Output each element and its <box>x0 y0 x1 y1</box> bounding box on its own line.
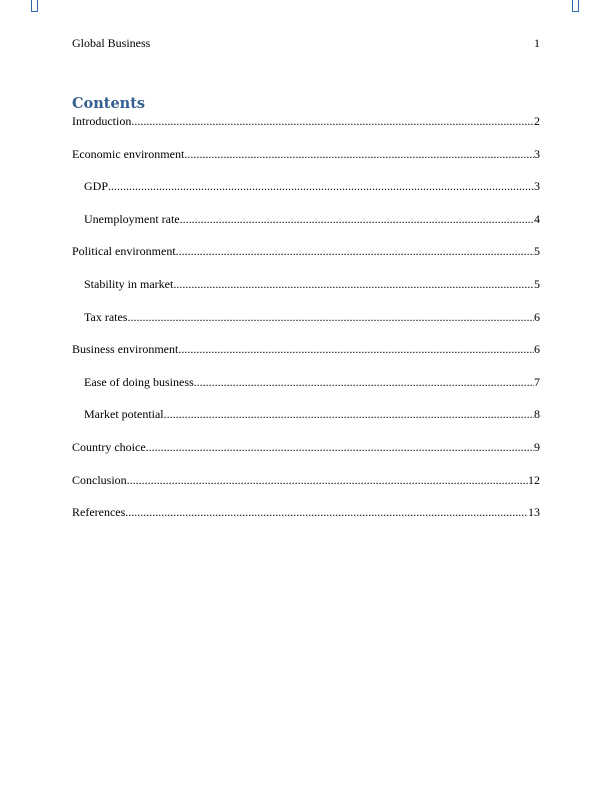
toc-entry-political-environment[interactable] <box>72 243 540 276</box>
toc-dot-leader <box>194 374 534 390</box>
toc-dot-leader <box>184 146 534 162</box>
toc-entry-page: 3 <box>534 179 540 194</box>
toc-entry-page: 2 <box>534 114 540 128</box>
toc-dot-leader <box>146 439 534 455</box>
toc-entry-unemployment-rate[interactable] <box>72 211 540 244</box>
toc-entry-page: 6 <box>534 309 540 324</box>
toc-entry-label: Business environment <box>72 342 179 357</box>
header-page-number: 1 <box>534 36 540 50</box>
table-of-contents <box>72 113 540 537</box>
toc-dot-leader <box>131 113 534 129</box>
toc-entry-label: Introduction <box>72 114 132 128</box>
toc-dot-leader <box>176 243 534 259</box>
text-boundary-marker-right <box>572 0 579 12</box>
toc-entry-label: Conclusion <box>72 472 127 487</box>
toc-entry-stability-in-market[interactable] <box>72 276 540 309</box>
toc-dot-leader <box>164 406 534 422</box>
toc-entry-label: Tax rates <box>84 309 128 324</box>
toc-dot-leader <box>173 276 534 292</box>
toc-entry-page: 4 <box>534 211 540 226</box>
toc-entry-label: Market potential <box>84 407 164 422</box>
toc-entry-page: 5 <box>534 244 540 259</box>
toc-entry-label: GDP <box>84 179 109 194</box>
toc-entry-page: 8 <box>534 407 540 422</box>
toc-dot-leader <box>127 309 534 325</box>
toc-entry-label: Economic environment <box>72 146 185 161</box>
toc-entry-page: 7 <box>534 374 540 389</box>
toc-entry-market-potential[interactable] <box>72 406 540 439</box>
toc-dot-leader <box>178 341 534 357</box>
toc-entry-label: References <box>72 505 126 520</box>
toc-entry-tax-rates[interactable] <box>72 309 540 342</box>
text-boundary-marker-left <box>31 0 38 12</box>
toc-dot-leader <box>108 178 534 194</box>
toc-entry-ease-of-doing-business[interactable] <box>72 374 540 407</box>
toc-entry-references[interactable] <box>72 504 540 537</box>
toc-entry-conclusion[interactable] <box>72 472 540 505</box>
toc-entry-introduction[interactable] <box>72 113 540 146</box>
toc-entry-label: Ease of doing business <box>84 374 194 389</box>
toc-dot-leader <box>127 472 528 488</box>
running-header <box>72 36 540 52</box>
toc-entry-page: 6 <box>534 342 540 357</box>
toc-entry-label: Country choice <box>72 439 146 454</box>
toc-dot-leader <box>125 504 528 520</box>
toc-entry-label: Unemployment rate <box>84 211 180 226</box>
toc-entry-page: 12 <box>528 472 540 487</box>
toc-entry-label: Stability in market <box>84 276 174 291</box>
toc-entry-economic-environment[interactable] <box>72 146 540 179</box>
toc-entry-page: 3 <box>534 146 540 161</box>
toc-dot-leader <box>180 211 534 227</box>
toc-entry-page: 5 <box>534 276 540 291</box>
toc-entry-page: 9 <box>534 439 540 454</box>
toc-entry-page: 13 <box>528 505 540 520</box>
header-title: Global Business <box>72 36 151 50</box>
toc-entry-business-environment[interactable] <box>72 341 540 374</box>
toc-entry-gdp[interactable] <box>72 178 540 211</box>
toc-heading: Contents <box>72 95 146 112</box>
toc-entry-country-choice[interactable] <box>72 439 540 472</box>
toc-entry-label: Political environment <box>72 244 176 259</box>
